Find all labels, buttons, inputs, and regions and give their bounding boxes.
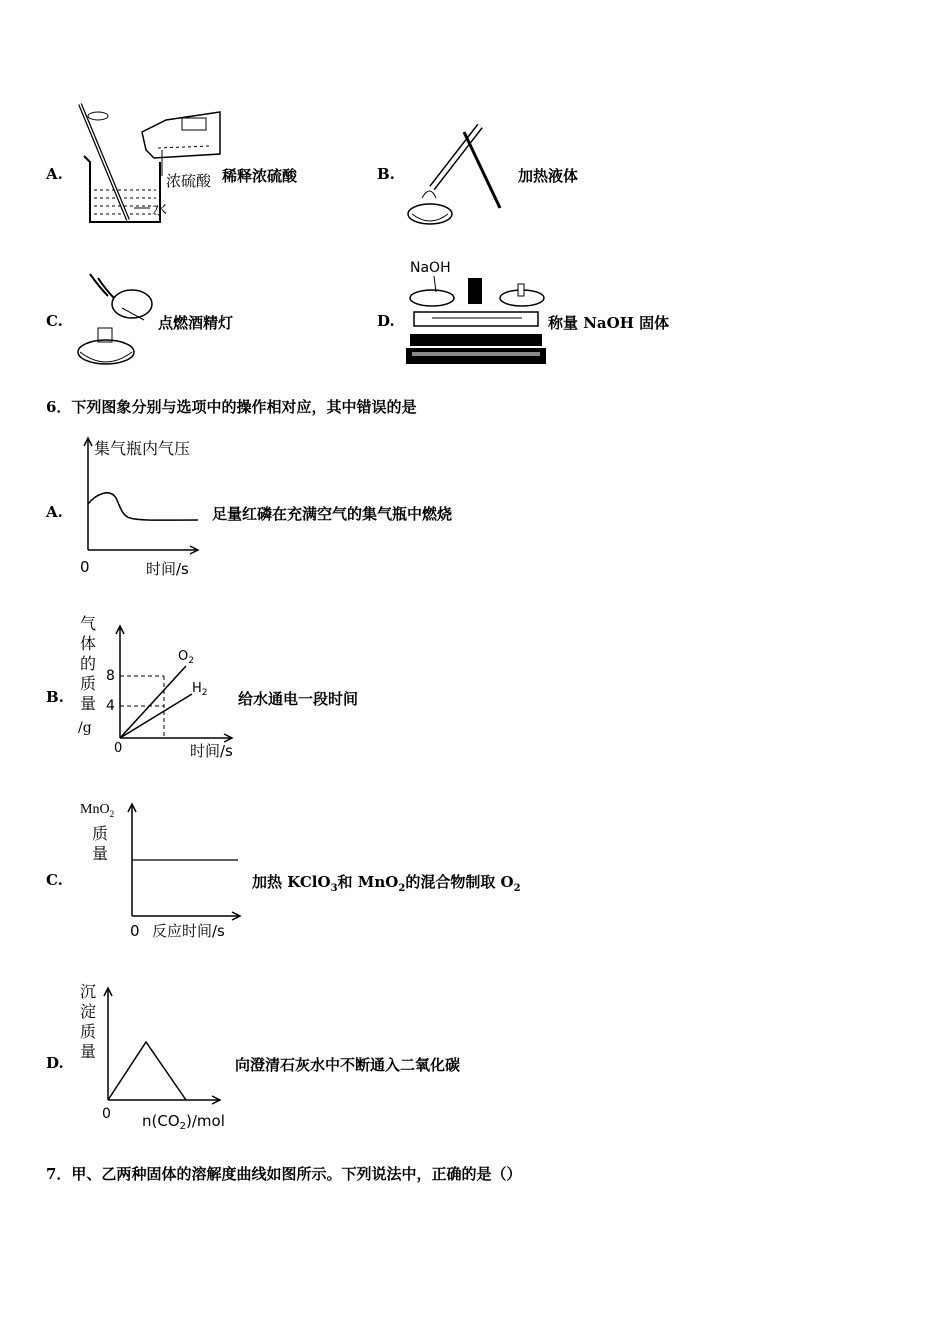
chart-d-ylabel-char: 淀 <box>80 1002 97 1021</box>
chart-c-origin: 0 <box>130 922 140 940</box>
chart-b-ylabel-char: 气 <box>79 614 96 633</box>
q6-option-b-label: B. <box>46 688 64 706</box>
chart-b-tick-8: 8 <box>106 668 115 684</box>
q6-option-d-caption: 向澄清石灰水中不断通入二氧化碳 <box>235 1056 461 1074</box>
q6-option-c-caption: 加热 KClO$_3$和 MnO$_2$的混合物制取 $O_2$ <box>252 873 521 894</box>
chart-b-origin: 0 <box>114 741 123 756</box>
chart-d-precipitate-curve <box>108 1042 186 1100</box>
chart-b-ylabel-char: 质 <box>79 674 96 693</box>
chart-d-xlabel: $n(CO_2)$/mol <box>142 1112 225 1132</box>
light-alcohol-lamp-figure <box>70 268 160 372</box>
chart-b-yunit: /g <box>78 720 92 736</box>
chart-b-ylabel-char: 体 <box>79 634 96 653</box>
chart-c-ylabel <box>92 824 108 864</box>
chart-c-ylabel-char: 质 <box>92 824 109 843</box>
q5-option-a-label: A. <box>46 165 63 183</box>
q5-option-d-label: D. <box>377 312 395 330</box>
chart-b-ylabel <box>78 614 98 714</box>
q6-option-c-label: C. <box>46 871 63 889</box>
chart-c-ylabel-char: 量 <box>92 844 109 863</box>
chart-d-ylabel-char: 沉 <box>80 982 97 1001</box>
naoh-label: NaOH <box>410 260 451 276</box>
chart-b-ylabel-char: 量 <box>79 694 96 713</box>
chart-b-o2-line <box>120 666 186 738</box>
chart-a-pressure <box>74 432 208 580</box>
chart-d-precipitate <box>96 982 242 1134</box>
conc-acid-label: 浓硫酸 <box>166 172 212 190</box>
dilute-sulfuric-acid-figure <box>70 98 230 230</box>
chart-d-origin: 0 <box>102 1106 111 1122</box>
chart-d-ylabel <box>80 982 96 1062</box>
chart-a-pressure-curve <box>88 493 198 520</box>
chart-b-o2-label: $O_2$ <box>178 649 194 666</box>
chart-b-xlabel: 时间/s <box>190 742 233 760</box>
q7-stem: 7．甲、乙两种固体的溶解度曲线如图所示。下列说法中，正确的是（） <box>46 1165 522 1183</box>
q5-option-c-caption: 点燃酒精灯 <box>158 314 234 332</box>
q5-option-b-caption: 加热液体 <box>518 167 579 185</box>
chart-a-origin: 0 <box>80 558 90 576</box>
chart-b-electrolysis <box>100 622 236 762</box>
chart-a-xlabel: 时间/s <box>146 560 189 578</box>
chart-a-ylabel: 集气瓶内气压 <box>94 439 191 458</box>
q6-option-a-label: A. <box>46 503 63 521</box>
chart-c-ylabel-top: MnO$_2$ <box>80 802 115 819</box>
q6-option-b-caption: 给水通电一段时间 <box>238 690 359 708</box>
chart-c-xlabel: 反应时间/s <box>152 922 225 940</box>
q5-option-d-caption: 称量 NaOH 固体 <box>548 314 670 332</box>
q5-option-a-caption: 稀释浓硫酸 <box>222 167 298 185</box>
q5-option-b-label: B. <box>377 165 395 183</box>
chart-b-ylabel-char: 的 <box>79 654 96 673</box>
chart-c-mno2 <box>120 798 246 944</box>
q6-option-a-caption: 足量红磷在充满空气的集气瓶中燃烧 <box>212 505 453 523</box>
q6-option-d-label: D. <box>46 1054 64 1072</box>
chart-b-h2-line <box>120 694 192 738</box>
chart-b-tick-4: 4 <box>106 698 115 714</box>
q6-stem: 6．下列图象分别与选项中的操作相对应，其中错误的是 <box>46 398 417 416</box>
water-label: 水 <box>152 200 168 218</box>
chart-d-ylabel-char: 质 <box>80 1022 97 1041</box>
q5-option-c-label: C. <box>46 312 63 330</box>
chart-d-ylabel-char: 量 <box>80 1042 97 1061</box>
heat-liquid-figure <box>402 118 520 228</box>
weigh-naoh-figure <box>402 256 548 370</box>
chart-b-h2-label: $H_2$ <box>192 681 208 698</box>
